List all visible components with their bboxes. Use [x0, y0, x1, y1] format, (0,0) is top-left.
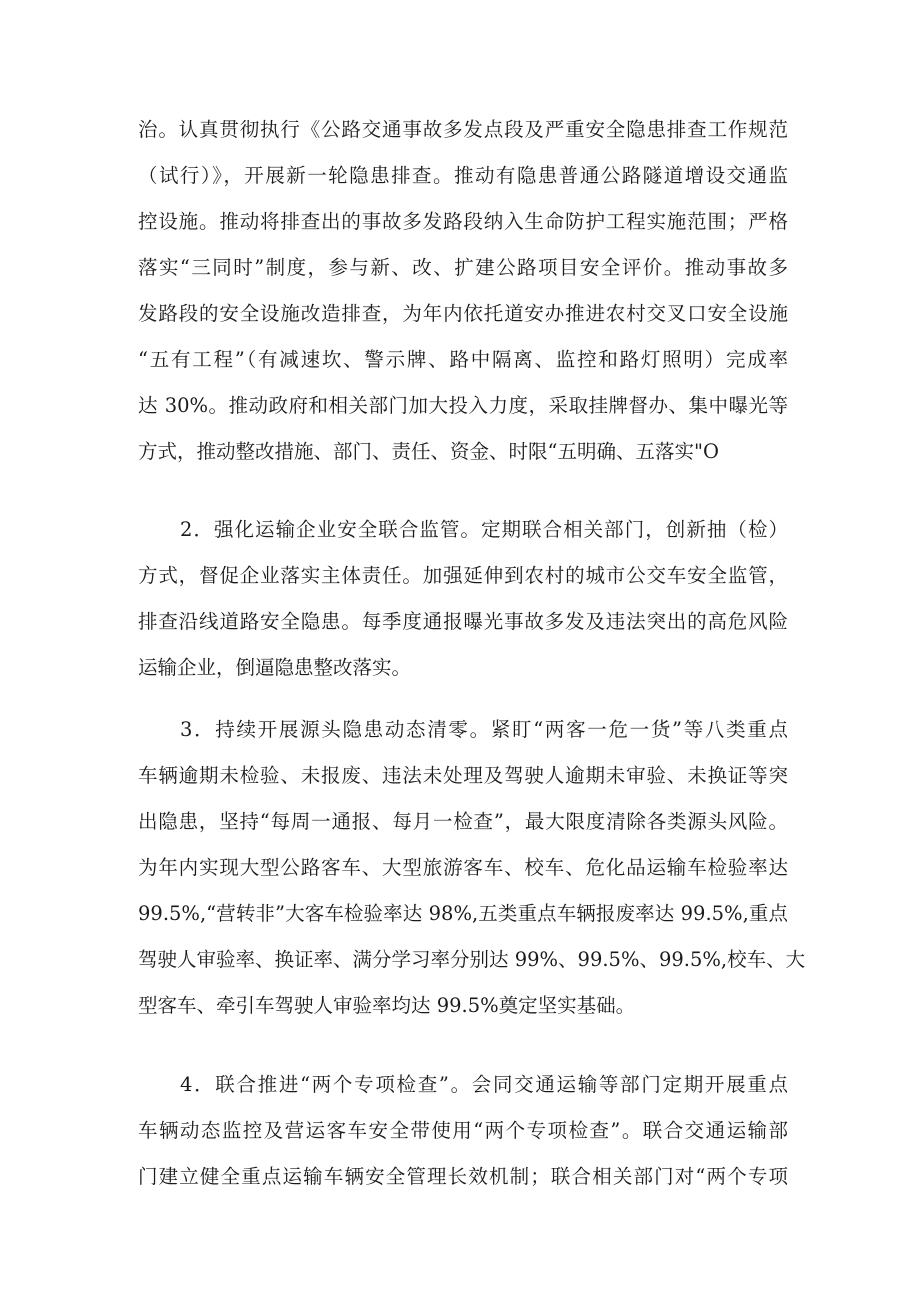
- text-line: 达 30%。推动政府和相关部门加大投入力度，采取挂牌督办、集中曝光等: [138, 394, 788, 417]
- paragraph-road-hazard-rectification: [138, 107, 788, 475]
- text-line: 排查沿线道路安全隐患。每季度通报曝光事故多发及违法突出的高危风险: [138, 610, 788, 633]
- text-line: 3．持续开展源头隐患动态清零。紧盯“两客一危一货”等八类重点: [180, 718, 788, 741]
- text-line: 为年内实现大型公路客车、大型旅游客车、校车、危化品运输车检验率达: [138, 856, 788, 879]
- paragraph-item-4-special-inspections: [138, 1062, 788, 1200]
- text-line: 出隐患，坚持“每周一通报、每月一检查”，最大限度清除各类源头风险。: [138, 810, 788, 833]
- text-line: 车辆逾期未检验、未报废、违法未处理及驾驶人逾期未审验、未换证等突: [138, 764, 788, 787]
- text-line: 运输企业，倒逼隐患整改落实。: [138, 656, 412, 679]
- text-line: 发路段的安全设施改造排查，为年内依托道安办推进农村交叉口安全设施: [138, 302, 788, 325]
- text-line: 治。认真贯彻执行《公路交通事故多发点段及严重安全隐患排查工作规范: [138, 118, 788, 141]
- text-line: （试行）》，开展新一轮隐患排查。推动有隐患普通公路隧道增设交通监: [138, 164, 788, 187]
- paragraph-item-2-transport-enterprise-supervision: [138, 507, 788, 691]
- text-line: 2．强化运输企业安全联合监管。定期联合相关部门，创新抽（检）: [180, 518, 788, 541]
- text-line: “五有工程”（有减速坎、警示牌、路中隔离、监控和路灯照明）完成率: [138, 348, 788, 371]
- text-line: 4．联合推进“两个专项检查”。会同交通运输等部门定期开展重点: [180, 1073, 788, 1096]
- paragraph-item-3-source-hazard-clearance: [138, 707, 806, 1029]
- text-line: 驾驶人审验率、换证率、满分学习率分别达 99%、99.5%、99.5%,校车、大: [138, 948, 806, 971]
- text-line: 型客车、牵引车驾驶人审验率均达 99.5%奠定坚实基础。: [138, 994, 636, 1017]
- text-line: 方式，推动整改措施、部门、责任、资金、时限“五明确、五落实"O: [138, 440, 719, 463]
- text-line: 门建立健全重点运输车辆安全管理长效机制；联合相关部门对“两个专项: [138, 1165, 788, 1188]
- text-line: 方式，督促企业落实主体责任。加强延伸到农村的城市公交车安全监管，: [138, 564, 788, 587]
- text-line: 99.5%,“营转非”大客车检验率达 98%,五类重点车辆报废率达 99.5%,重点: [138, 902, 788, 925]
- text-line: 落实“三同时”制度，参与新、改、扩建公路项目安全评价。推动事故多: [138, 256, 788, 279]
- text-line: 控设施。推动将排查出的事故多发路段纳入生命防护工程实施范围；严格: [138, 210, 788, 233]
- text-line: 车辆动态监控及营运客车安全带使用“两个专项检查”。联合交通运输部: [138, 1119, 788, 1142]
